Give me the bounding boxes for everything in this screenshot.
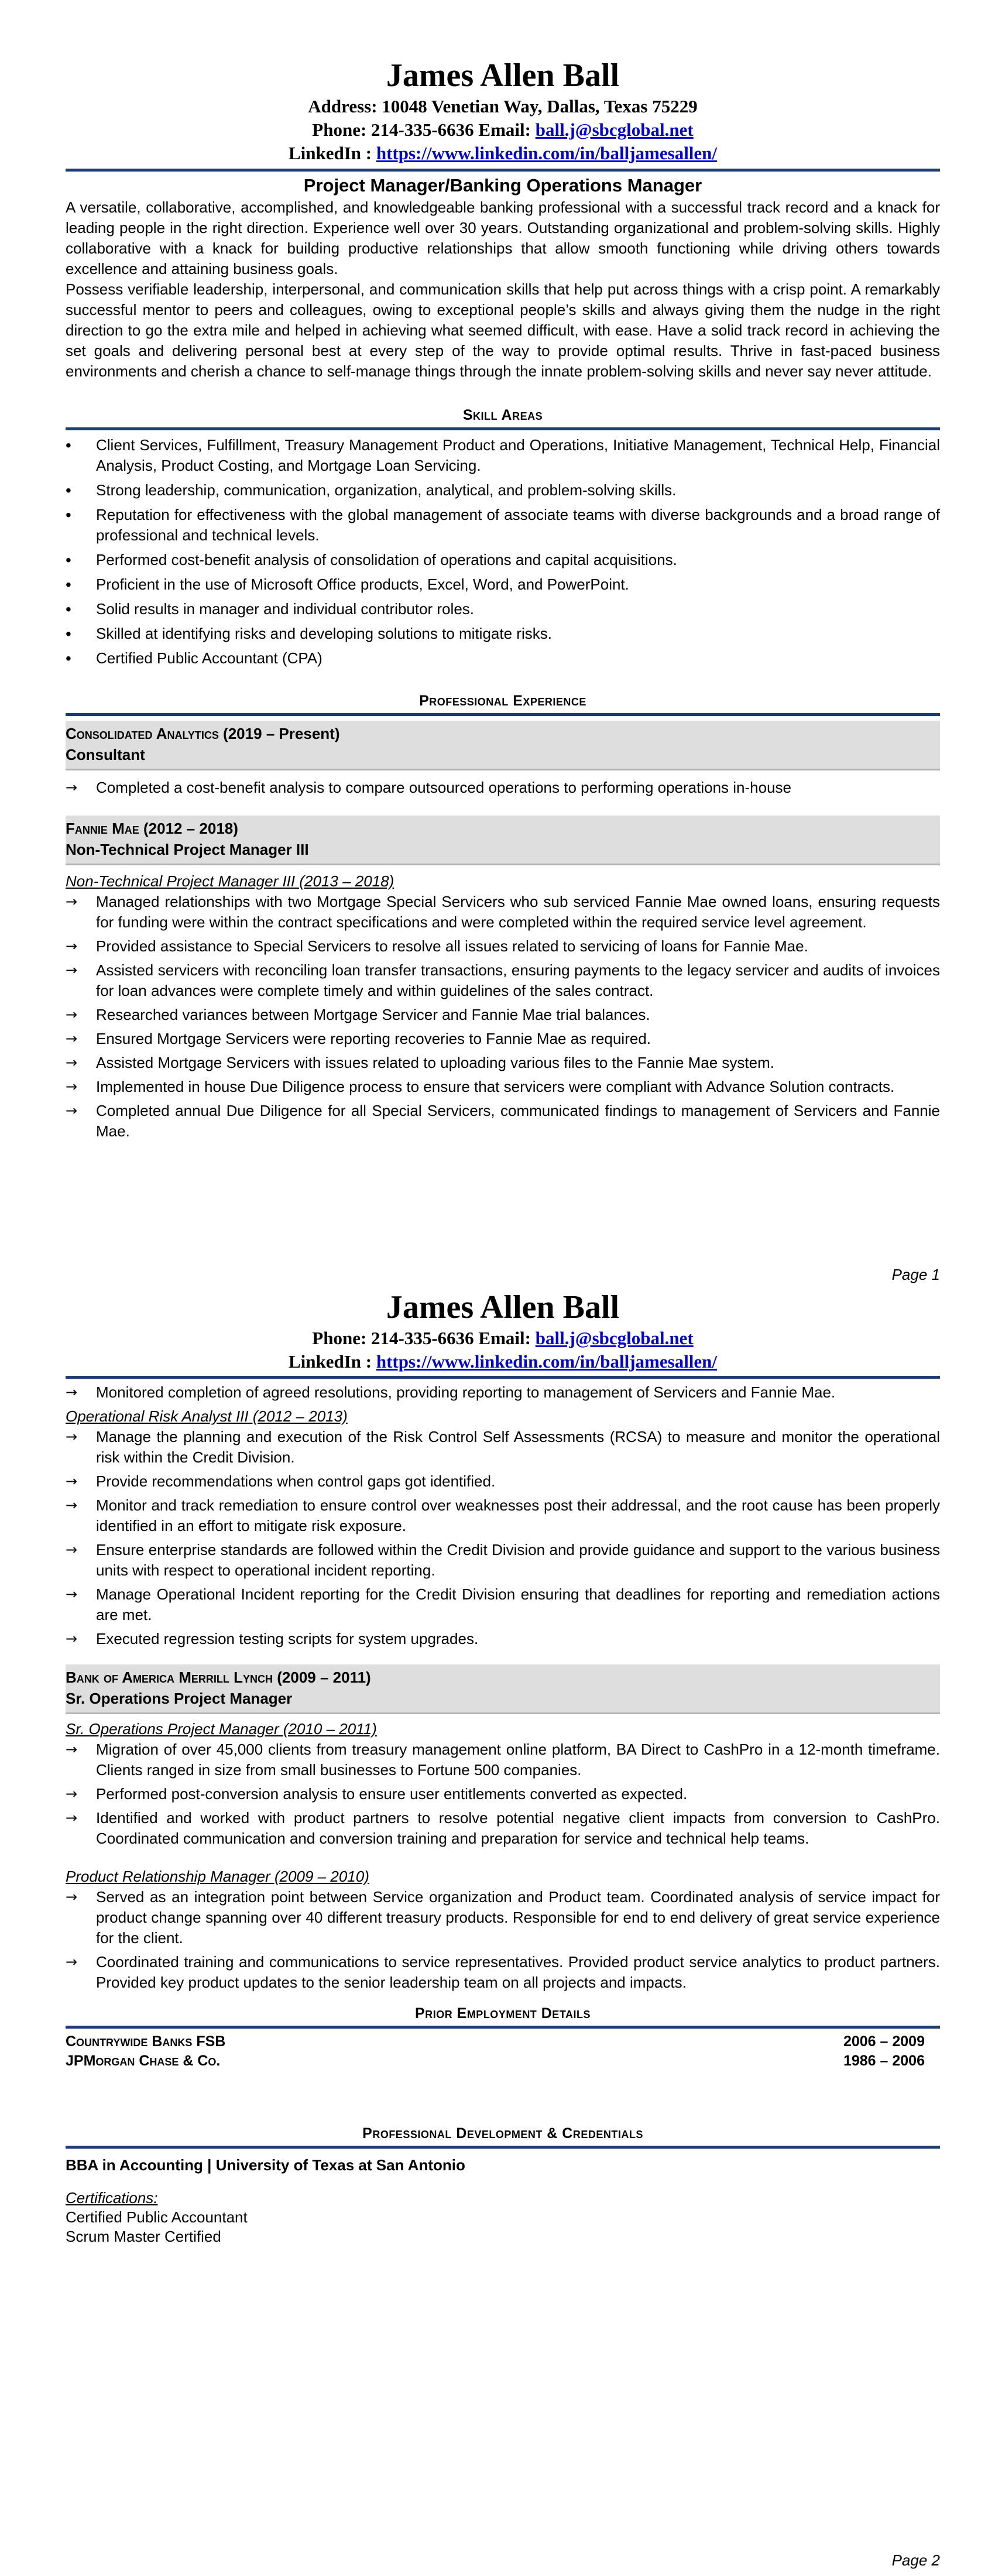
arrow-icon: →	[66, 1741, 78, 1758]
company-name: Bank of America Merrill Lynch	[66, 1669, 273, 1686]
arrow-icon: →	[66, 962, 78, 978]
arrow-icon: →	[66, 1384, 78, 1400]
skill-item: • Solid results in manager and individual contributor roles.	[66, 599, 940, 619]
boa-company	[66, 1667, 940, 1688]
resume-header-repeat	[66, 1288, 940, 1373]
linkedin-link[interactable]: https://www.linkedin.com/in/balljamesallen/	[376, 143, 718, 163]
phone-text: Phone: 214-335-6636 Email:	[312, 1328, 536, 1348]
company-name: Fannie Mae	[66, 820, 139, 837]
bullet-text: Completed annual Due Diligence for all Special Servicers, communicated findings to management of Servicers and Fannie Mae.	[96, 1102, 940, 1140]
prior-row	[66, 2051, 940, 2071]
bullet-item	[66, 777, 940, 798]
arrow-icon: →	[66, 779, 78, 796]
arrow-icon: →	[66, 1810, 78, 1826]
bullet-text: Researched variances between Mortgage Servicer and Fannie Mae trial balances.	[96, 1006, 650, 1023]
bullet-text: Served as an integration point between Service organization and Product team. Coordinated analysis of service impact for product change spanning over 40 different treasury products. Responsible for end to end delivery of great service experience for the client.	[96, 1888, 940, 1947]
contact-line	[66, 118, 940, 142]
page-number: Page 2	[891, 2551, 940, 2569]
skill-item: • Certified Public Accountant (CPA)	[66, 648, 940, 669]
fannie-role2-bullets	[66, 1427, 940, 1649]
bullet-text: Coordinated training and communications to service representatives. Provided product service analytics to product partners. Provided key product updates to the senior leadership team on all projects and impacts.	[96, 1953, 940, 1991]
bullet-text: Identified and worked with product partners to resolve potential negative client impacts from conversion to CashPro. Coordinated communication and conversion training and preparation for service and technical help teams.	[96, 1809, 940, 1847]
arrow-icon: →	[66, 1586, 78, 1602]
bullet-text: Monitor and track remediation to ensure control over weaknesses post their addressal, and the root cause has been properly identified in an effort to mitigate risk exposure.	[96, 1496, 940, 1534]
bullet-item	[66, 1053, 940, 1073]
prior-row	[66, 2032, 940, 2051]
fannie-role1-bullets	[66, 892, 940, 1142]
bullet-text: Ensure enterprise standards are followed within the Credit Division and provide guidance and support to the various business units with respect to operational incident reporting.	[96, 1541, 940, 1579]
bullet-text: Completed a cost-benefit analysis to compare outsourced operations to performing operations in-house	[96, 779, 792, 796]
skill-item: • Skilled at identifying risks and developing solutions to mitigate risks.	[66, 624, 940, 644]
experience-divider	[66, 713, 940, 716]
arrow-icon: →	[66, 1497, 78, 1513]
linkedin-line	[66, 142, 940, 165]
arrow-icon: →	[66, 1630, 78, 1647]
bullet-item	[66, 1005, 940, 1025]
page-2	[0, 1288, 995, 2576]
email-link[interactable]: ball.j@sbcglobal.net	[535, 1328, 694, 1348]
certification-item: Scrum Master Certified	[66, 2228, 221, 2245]
company-dates: (2012 – 2018)	[139, 820, 238, 837]
bullet-item	[66, 1784, 940, 1804]
degree: BBA in Accounting | University of Texas at San Antonio	[66, 2156, 465, 2174]
arrow-icon: →	[66, 1889, 78, 1905]
boa-company-box	[66, 1664, 940, 1714]
skill-item: • Proficient in the use of Microsoft Office products, Excel, Word, and PowerPoint.	[66, 574, 940, 595]
arrow-icon: →	[66, 1054, 78, 1071]
bullet-text: Provided assistance to Special Servicers to resolve all issues related to servicing of loans for Fannie Mae.	[96, 937, 808, 955]
prior-dates: 1986 – 2006	[843, 2053, 925, 2069]
resume-header	[66, 56, 940, 165]
boa-role1-bullets	[66, 1739, 940, 1849]
candidate-name: James Allen Ball	[386, 1289, 620, 1325]
bullet-text: Assisted servicers with reconciling loan transfer transactions, ensuring payments to the legacy servicer and audits of invoices for loan advances were complete timely and within guidelines of the sales contract.	[96, 961, 940, 999]
bullet-text: Provide recommendations when control gaps got identified.	[96, 1472, 496, 1490]
arrow-icon: →	[66, 1078, 78, 1095]
page-1-content	[66, 56, 940, 1145]
skills-divider	[66, 427, 940, 430]
bullet-text: Managed relationships with two Mortgage Special Servicers who sub serviced Fannie Mae owned loans, ensuring requests for funding were within the contract specifications and were completed within the required service level agreement.	[96, 893, 940, 931]
skills-heading: Skill Areas	[462, 407, 543, 423]
linkedin-link[interactable]: https://www.linkedin.com/in/balljamesallen/	[376, 1351, 718, 1372]
boa-role2-bullets	[66, 1887, 940, 1993]
skill-item: • Reputation for effectiveness with the global management of associate teams with diverse backgrounds and a broad range of professional and technical levels.	[66, 505, 940, 546]
summary-paragraph-2: Possess verifiable leadership, interpersonal, and communication skills that help put across things with a crisp point. A remarkably successful mentor to peers and colleagues, owing to exceptional people’s skills and always giving them the nudge in the right direction to go the extra mile and helped in achieving what seemed difficult, with ease. Have a solid track record in achieving the set goals and delivering personal best at every step of the way to provide optimal results. Thrive in fast-paced business environments and cherish a chance to self-manage things through the innate problem-solving skills and never say never attitude.	[66, 280, 940, 380]
consolidated-company-box	[66, 721, 940, 770]
bullet-text: Implemented in house Due Diligence process to ensure that servicers were compliant with Advance Solution contracts.	[96, 1078, 895, 1095]
arrow-icon: →	[66, 1542, 78, 1558]
company-name: Consolidated Analytics	[66, 725, 219, 742]
headline: Project Manager/Banking Operations Manager	[303, 175, 702, 196]
page-2-content	[66, 1288, 940, 2246]
experience-heading: Professional Experience	[419, 693, 586, 709]
arrow-icon: →	[66, 1473, 78, 1489]
company-dates: (2009 – 2011)	[273, 1669, 371, 1686]
summary-paragraph-1: A versatile, collaborative, accomplished, and knowledgeable banking professional with a successful track record and a knack for leading people in the right direction. Experience well over 30 years. Outstanding organizational and problem-solving skills. Highly collaborative with a knack for building productive relationships that allow smooth functioning while driving others towards excellence and attaining business goals.	[66, 198, 940, 278]
fannie-company	[66, 818, 940, 839]
bullet-text: Assisted Mortgage Servicers with issues related to uploading various files to the Fannie Mae system.	[96, 1054, 774, 1071]
arrow-icon: →	[66, 1954, 78, 1970]
bullet-item	[66, 1739, 940, 1780]
bullet-item	[66, 1382, 940, 1403]
job-title: Non-Technical Project Manager III	[66, 841, 309, 858]
prior-company: Countrywide Banks FSB	[66, 2033, 226, 2050]
fannie-company-box	[66, 816, 940, 865]
prior-dates: 2006 – 2009	[843, 2033, 925, 2050]
header-divider	[66, 169, 940, 172]
arrow-icon: →	[66, 938, 78, 954]
skill-item: • Client Services, Fulfillment, Treasury Management Product and Operations, Initiative Management, Technical Help, Financial Analysis, Product Costing, and Mortgage Loan Servicing.	[66, 435, 940, 476]
bullet-item	[66, 936, 940, 957]
skill-item: • Strong leadership, communication, organization, analytical, and problem-solving skills.	[66, 480, 940, 501]
bullet-item	[66, 1584, 940, 1625]
certification-item: Certified Public Accountant	[66, 2208, 248, 2226]
bullet-item	[66, 892, 940, 933]
job-title: Sr. Operations Project Manager	[66, 1690, 293, 1707]
candidate-name: James Allen Ball	[386, 57, 620, 94]
fannie-role1-bullets-continued	[66, 1382, 940, 1403]
role-heading: Sr. Operations Project Manager (2010 – 2011)	[66, 1720, 377, 1738]
contact-line	[66, 1327, 940, 1350]
bullet-item	[66, 1887, 940, 1948]
address-line: Address: 10048 Venetian Way, Dallas, Texas 75229	[308, 96, 698, 117]
bullet-item	[66, 960, 940, 1001]
arrow-icon: →	[66, 1006, 78, 1023]
arrow-icon: →	[66, 893, 78, 910]
arrow-icon: →	[66, 1429, 78, 1445]
role-heading: Non-Technical Project Manager III (2013 – 2018)	[66, 872, 394, 890]
job-title: Consultant	[66, 746, 145, 763]
header-divider	[66, 1376, 940, 1379]
arrow-icon: →	[66, 1102, 78, 1119]
bullet-item	[66, 1077, 940, 1097]
bullet-item	[66, 1808, 940, 1849]
bullet-text: Manage the planning and execution of the Risk Control Self Assessments (RCSA) to measure and monitor the operational risk within the Credit Division.	[96, 1428, 940, 1466]
skills-list	[66, 435, 940, 669]
bullet-item	[66, 1540, 940, 1581]
bullet-item	[66, 1495, 940, 1536]
bullet-item	[66, 1029, 940, 1049]
arrow-icon: →	[66, 1030, 78, 1047]
phone-text: Phone: 214-335-6636 Email:	[312, 119, 536, 140]
education-heading: Professional Development & Credentials	[362, 2125, 643, 2142]
consolidated-bullets	[66, 777, 940, 798]
consolidated-company	[66, 723, 940, 744]
page-number: Page 1	[891, 1266, 940, 1283]
bullet-item	[66, 1629, 940, 1649]
linkedin-line	[66, 1350, 940, 1373]
bullet-text: Executed regression testing scripts for system upgrades.	[96, 1630, 479, 1647]
arrow-icon: →	[66, 1786, 78, 1802]
bullet-text: Monitored completion of agreed resolutions, providing reporting to management of Servicers and Fannie Mae.	[96, 1383, 836, 1401]
linkedin-label: LinkedIn :	[288, 143, 376, 163]
company-dates: (2019 – Present)	[218, 725, 340, 742]
certifications-label: Certifications:	[66, 2189, 158, 2207]
prior-company: JPMorgan Chase & Co.	[66, 2053, 221, 2069]
bullet-text: Ensured Mortgage Servicers were reporting recoveries to Fannie Mae as required.	[96, 1030, 651, 1047]
prior-divider	[66, 2026, 940, 2029]
role-heading: Product Relationship Manager (2009 – 2010)	[66, 1868, 369, 1885]
bullet-text: Migration of over 45,000 clients from treasury management online platform, BA Direct to CashPro in a 12-month timeframe. Clients ranged in size from small businesses to Fortune 500 companies.	[96, 1741, 940, 1779]
role-heading: Operational Risk Analyst III (2012 – 2013)	[66, 1407, 348, 1425]
linkedin-label: LinkedIn :	[288, 1351, 376, 1372]
bullet-item	[66, 1952, 940, 1993]
email-link[interactable]: ball.j@sbcglobal.net	[535, 119, 694, 140]
skill-item: • Performed cost-benefit analysis of consolidation of operations and capital acquisitions.	[66, 550, 940, 570]
prior-employment-heading: Prior Employment Details	[415, 2005, 591, 2022]
education-divider	[66, 2146, 940, 2149]
bullet-item	[66, 1471, 940, 1492]
bullet-item	[66, 1101, 940, 1142]
bullet-text: Manage Operational Incident reporting for the Credit Division ensuring that deadlines for reporting and remediation actions are met.	[96, 1585, 940, 1623]
bullet-text: Performed post-conversion analysis to ensure user entitlements converted as expected.	[96, 1785, 688, 1803]
bullet-item	[66, 1427, 940, 1468]
